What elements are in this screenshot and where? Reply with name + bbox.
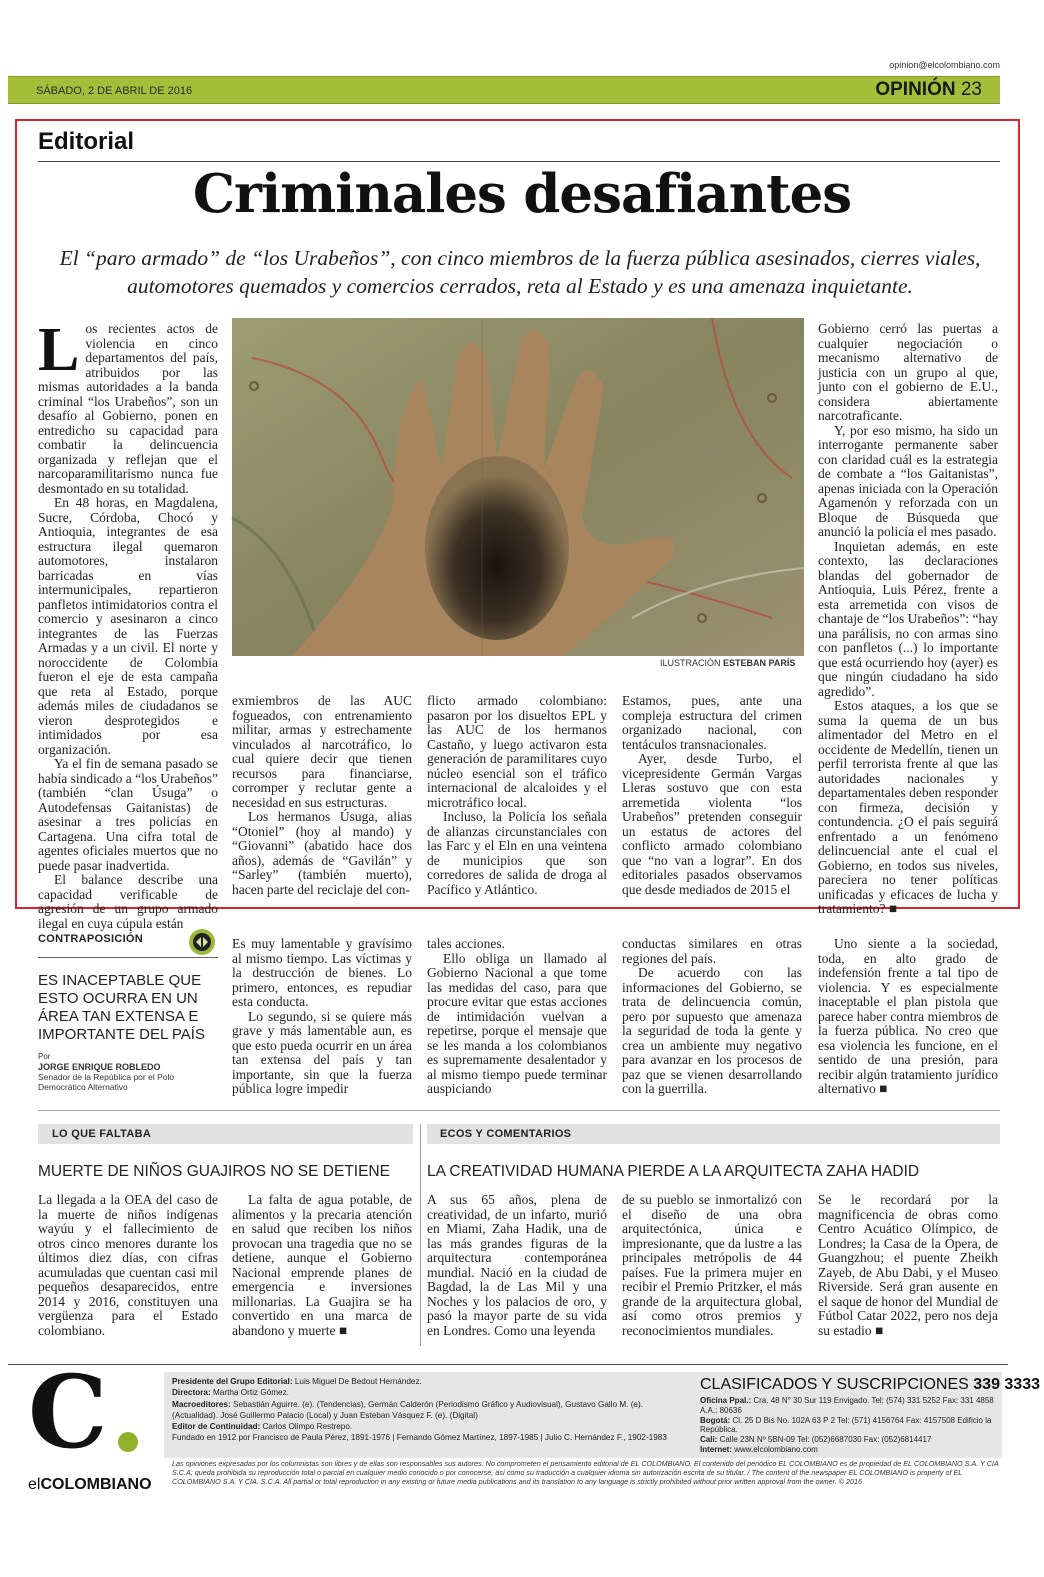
kicker-rule xyxy=(38,161,1000,162)
drop-cap: L xyxy=(38,316,80,384)
ecos-column-3 xyxy=(818,1193,998,1343)
paragraph: Ello obliga un llamado al Gobierno Nacional a que tome las medidas del caso, para que procure evitar que estas acciones de intimidación vuelvan a repetirse, porque el mensaje que se les manda a los colombianos es supremamente desalentador y al mismo tiempo puede terminar auspiciando xyxy=(427,950,607,1096)
paragraph: Es muy lamentable y gravísimo al mismo tiempo. Las víctimas y la destrucción de bienes. Lo primero, entonces, es repudiar esta conducta. xyxy=(232,936,412,1009)
contraposicion-column-1 xyxy=(232,937,412,1097)
contraposicion-column-2 xyxy=(427,937,607,1097)
editorial-illustration xyxy=(232,318,804,656)
lo-que-faltaba-title: MUERTE DE NIÑOS GUAJIROS NO SE DETIENE xyxy=(38,1163,390,1180)
paragraph: flicto armado colombiano: pasaron por los disueltos EPL y las AUC de los hermanos Castaño, y luego activaron esta generación de paramilitares cuyo núcleo esencial son el tráfico internacional de alcaloides y el microtráfico local. xyxy=(427,693,607,810)
masthead-line: Fundado en 1912 por Francisco de Paula Pérez, 1891-1976 | Fernando Gómez Martínez, 1897-1985 | Julio C. Hernández F., 1902-1983 xyxy=(172,1433,667,1443)
section-divider xyxy=(38,1110,1000,1111)
contraposicion-title: ES INACEPTABLE QUE ESTO OCURRA EN UN ÁREA TAN EXTENSA E IMPORTANTE DEL PAÍS xyxy=(38,972,205,1043)
logo-wordmark: elCOLOMBIANO xyxy=(28,1476,152,1493)
paragraph: exmiembros de las AUC fogueados, con entrenamiento militar, armas y estrechamente vinculados al narcotráfico, lo cual quiere decir que tienen recursos para financiarse, corromper y reclutar gente a necesidad en sus estructuras. xyxy=(232,693,412,810)
ecos-label: ECOS Y COMENTARIOS xyxy=(440,1128,572,1140)
masthead-line: Macroeditores: Sebastián Aguirre. (e). (Tendencias), Germán Calderón (Periodismo Gráfico y Audiovisual), Gustavo Gallo M. (e). (Actualidad). José Guillermo Palacio (Local) y Juan Esteban Vásquez F. (e). (Digital) xyxy=(172,1399,643,1420)
contact-line: Bogotá: Cl. 25 D Bis No. 102A 63 P 2 Tel: (571) 4156764 Fax: 4157508 Edificio la República. xyxy=(700,1415,992,1435)
paragraph: conductas similares en otras regiones del país. xyxy=(622,936,802,966)
lo-que-faltaba-label: LO QUE FALTABA xyxy=(52,1128,152,1140)
contact-line: Internet: www.elcolombiano.com xyxy=(700,1444,818,1454)
ecos-title: LA CREATIVIDAD HUMANA PIERDE A LA ARQUITECTA ZAHA HADID xyxy=(427,1163,920,1180)
section-name: OPINIÓN xyxy=(875,79,956,100)
ecos-column-1 xyxy=(427,1193,607,1343)
paragraph: Ya el fin de semana pasado se había sindicado a “los Urabeños” (también “clan Úsuga” o Autodefensas Gaitanistas) de asesinar a tres policías en Cartagena. Una cifra total de agentes oficiales muertos que no puede pasar inadvertida. xyxy=(38,756,218,873)
logo-dot xyxy=(118,1432,138,1452)
section-header-bar xyxy=(8,76,1000,104)
editorial-kicker: Editorial xyxy=(38,128,135,155)
byline-prefix: Por xyxy=(38,1052,51,1061)
contraposicion-label: CONTRAPOSICIÓN xyxy=(38,933,144,945)
classifieds-phone[interactable]: 339 3333 xyxy=(973,1376,1040,1393)
hand-over-map-image xyxy=(232,318,804,656)
paragraph: Estamos, pues, ante una compleja estructura del crimen organizado nacional, con tentáculos transnacionales. xyxy=(622,693,802,752)
contraposition-arrows-icon xyxy=(188,928,216,956)
contact-email[interactable]: opinion@elcolombiano.com xyxy=(889,60,1000,70)
paragraph: Gobierno cerró las puertas a cualquier negociación o mecanismo alternativo de justicia con un grupo al que, junto con el gobierno de E.U., considera abiertamente narcotraficante. xyxy=(818,321,998,423)
column-divider xyxy=(420,1124,421,1346)
paragraph: Los hermanos Úsuga, alias “Otoniel” (hoy al mando) y “Giovanni” (abatido hace dos años), además de “Gavilán” y “Sarley” (también muerto), hacen parte del reciclaje del con- xyxy=(232,809,412,897)
editorial-column-1 xyxy=(38,316,218,931)
author-name: JORGE ENRIQUE ROBLEDO xyxy=(38,1062,161,1072)
author-byline xyxy=(38,1052,218,1092)
logo-letter: C xyxy=(28,1353,108,1471)
paragraph: Ayer, desde Turbo, el vicepresidente Germán Vargas Lleras sostuvo que con esta arremetida violenta “los Urabeños” pretenden conseguir un estatus de actores del conflicto armado colombiano que “no van a lograr”. En dos editoriales pasados observamos que desde mediados de 2015 el xyxy=(622,751,802,897)
editorial-column-2 xyxy=(232,694,412,904)
contraposicion-column-3 xyxy=(622,937,802,1097)
classifieds-contacts xyxy=(700,1396,996,1455)
editorial-headline: Criminales desafiantes xyxy=(192,163,852,225)
author-role: Senador de la República por el Polo Democrático Alternativo xyxy=(38,1072,175,1092)
paragraph: Uno siente a la sociedad, toda, en alto grado de indefensión frente a tal tipo de violencia. Y es especialmente inaceptable el plan pistola que parece haber contra miembros de la fuerza pública. No creo que esa violencia les funcione, en el sentido de una presión, para recibir algún tratamiento jurídico alternativo ■ xyxy=(818,936,998,1096)
paragraph: Los recientes actos de violencia en cinco departamentos del país, atribuidos por las mismas autoridades a la banda criminal “los Urabeños”, son un desafío al Gobierno, ponen en entredicho su capacidad para combatir la delincuencia organizada y reflejan que el narcoparamilitarismo nunca fue desmontado en su totalidad. xyxy=(38,316,218,496)
paragraph: Incluso, la Policía los señala de alianzas circunstanciales con las Farc y el Eln en una veintena de municipios que son corredores de salida de droga al Pacífico y Atlántico. xyxy=(427,809,607,897)
paragraph: Se le recordará por la magnificencia de obras como Centro Acuático Olímpico, de Londres; la Casa de la Ópera, de Guangzhou; el puente Zheikh Zayeb, de Abu Dabi, y el Museo Riverside. Será gran ausente en el saque de honor del Mundial de Fútbol Catar 2022, pero nos deja su estadio ■ xyxy=(818,1192,998,1338)
paragraph: La falta de agua potable, de alimentos y la precaria atención en salud que reciben los niños provocan una tragedia que no se detiene, aunque el Gobierno Nacional emprende planes de emergencia e inversiones millonarias. La Guajira se ha convertido en una marca de abandono y muerte ■ xyxy=(232,1192,412,1338)
classifieds-heading: CLASIFICADOS Y SUSCRIPCIONES 339 3333 xyxy=(700,1376,1040,1393)
masthead-line: Directora: Martha Ortiz Gómez. xyxy=(172,1388,289,1398)
contact-line: Cali: Calle 23N Nº 5BN-09 Tel: (052)6687030 Fax: (052)6814417 xyxy=(700,1435,932,1445)
lo-que-faltaba-column-2 xyxy=(232,1193,412,1343)
paragraph: A sus 65 años, plena de creatividad, de un infarto, murió en Miami, Zaha Hadik, una de las más grandes figuras de la arquitectura contemporánea mundial. Nació en la ciudad de Bagdad, la de Las Mil y una Noches y los palacios de oro, y pasó la mayor parte de su vida en Londres. Como una leyenda xyxy=(427,1192,607,1338)
contact-line: Oficina Ppal.: Cra. 48 N° 30 Sur 119 Envigado. Tel: (574) 331 5252 Fax: 331 4858 A.A.: 80636 xyxy=(700,1396,994,1415)
paragraph: Lo segundo, si se quiere más grave y más lamentable aun, es que esto pueda ocurrir en un área tan extensa del país y tan importante, sin que la fuerza pública logre impedir xyxy=(232,1008,412,1096)
paragraph: Estos ataques, a los que se suma la quema de un bus alimentador del Metro en el occidente de Medellín, tienen un perfil terrorista frente al que las autoridades nacionales y departamentales deben responder con firmeza, decisión y contundencia. ¿O el país seguirá enfrentado a un fenómeno delincuencial ante el cual el Gobierno, en todos sus niveles, pareciera no tener políticas unificadas y eficaces de lucha y tratamiento? ■ xyxy=(818,698,998,916)
divider xyxy=(38,957,218,958)
contraposicion-column-4 xyxy=(818,937,998,1097)
editorial-column-4 xyxy=(622,694,802,904)
paragraph: De acuerdo con las informaciones del Gobierno, se trata de delincuencia común, pero por supuesto que amenaza la seguridad de toda la gente y crea un ambiente muy negativo para avanzar en los procesos de paz que se vienen desarrollando con la guerrilla. xyxy=(622,965,802,1096)
paragraph: de su pueblo se inmortalizó con el diseño de una obra arquitectónica, única e impresionante, que da lustre a las principales metrópolis de 44 países. Fue la primera mujer en recibir el Premio Pritzker, el más grande de la arquitectura global, así como otros premios y reconocimientos mundiales. xyxy=(622,1192,802,1338)
lo-que-faltaba-column-1 xyxy=(38,1193,218,1343)
masthead-line: Presidente del Grupo Editorial: Luis Miguel De Bedout Hernández. xyxy=(172,1377,422,1386)
editorial-column-3 xyxy=(427,694,607,904)
paragraph: En 48 horas, en Magdalena, Sucre, Córdoba, Chocó y Antioquia, integrantes de esa estructura ilegal quemaron automotores, instalaron barricadas en vías intermunicipales, repartieron panfletos intimidatorios contra el comercio y asesinaron a cinco integrantes de las Fuerzas Armadas y a un civil. El norte y noroccidente de Colombia fueron el eje de esta campaña que reta al Estado, porque además miles de ciudadanos se vieron desprotegidos e intimidados por esa organización. xyxy=(38,495,218,757)
ecos-column-2 xyxy=(622,1193,802,1343)
page-number: 23 xyxy=(960,79,982,100)
website-link[interactable]: www.elcolombiano.com xyxy=(734,1444,818,1454)
masthead xyxy=(172,1376,686,1444)
footer-rule xyxy=(8,1364,1008,1365)
masthead-line: Editor de Continuidad: Carlos Olimpo Restrepo. xyxy=(172,1422,353,1432)
paragraph: tales acciones. xyxy=(427,936,505,951)
publication-date: SÁBADO, 2 DE ABRIL DE 2016 xyxy=(36,85,193,97)
editorial-deck: El “paro armado” de “los Urabeños”, con cinco miembros de la fuerza pública asesinados, cierres viales, automotores quemados y comercios cerrados, reta al Estado y es una amenaza inquietante. xyxy=(59,246,981,298)
copyright-disclaimer: Las opiniones expresadas por los columnistas son libres y de ellas son responsables sus autores. No comprometen el pensamiento editorial de EL COLOMBIANO. El contenido del periódico EL COLOMBIANO es de propiedad de EL COLOMBIANO S.A. Y CIA S.C.A; queda prohibida su reproducción total o parcial en cualquier medio conocido o por conocerse, así como su traducción a cualquier idioma sin autorización escrita de su titular. / The content of the newspaper EL COLOMBIANO is property of EL COLOMBIANO S.A. Y CIA. S.C.A. All partial or total reproduction in any existing or future media publications and its translation to any language is strictly prohibited without prior written approval from the owner. © 2016 xyxy=(172,1459,999,1486)
illustration-credit: ILUSTRACIÓN ESTEBAN PARÍS xyxy=(660,658,796,668)
paragraph: La llegada a la OEA del caso de la muerte de niños indígenas wayúu y el fallecimiento de otros cinco menores durante los últimos diez días, con cifras acumuladas que cuentan casi mil pequeños desaparecidos, entre 2014 y 2016, constituyen una vergüenza para el Estado colombiano. xyxy=(38,1192,218,1338)
paragraph: El balance describe una capacidad verificable de agresión de un grupo armado ilegal en cuya cúpula están xyxy=(38,872,218,931)
section-title xyxy=(875,79,982,101)
editorial-column-5 xyxy=(818,321,998,916)
paragraph: Inquietan además, en este contexto, las declaraciones blandas del gobernador de Antioquia, Luis Pérez, frente a esta arremetida con visos de chantaje de “los Urabeños”: “hay una parálisis, no con armas sino con panfletos (...) lo importante que está ocurriendo hoy (ayer) es que ningún ciudadano ha sido agredido”. xyxy=(818,538,998,699)
paragraph: Y, por eso mismo, ha sido un interrogante permanente saber con claridad cuál es la estrategia de combate a “los Gaitanistas”, apenas iniciada con la Operación Agamenón y reforzada con un Bloque de Búsqueda que anunció la policía el mes pasado. xyxy=(818,422,998,539)
